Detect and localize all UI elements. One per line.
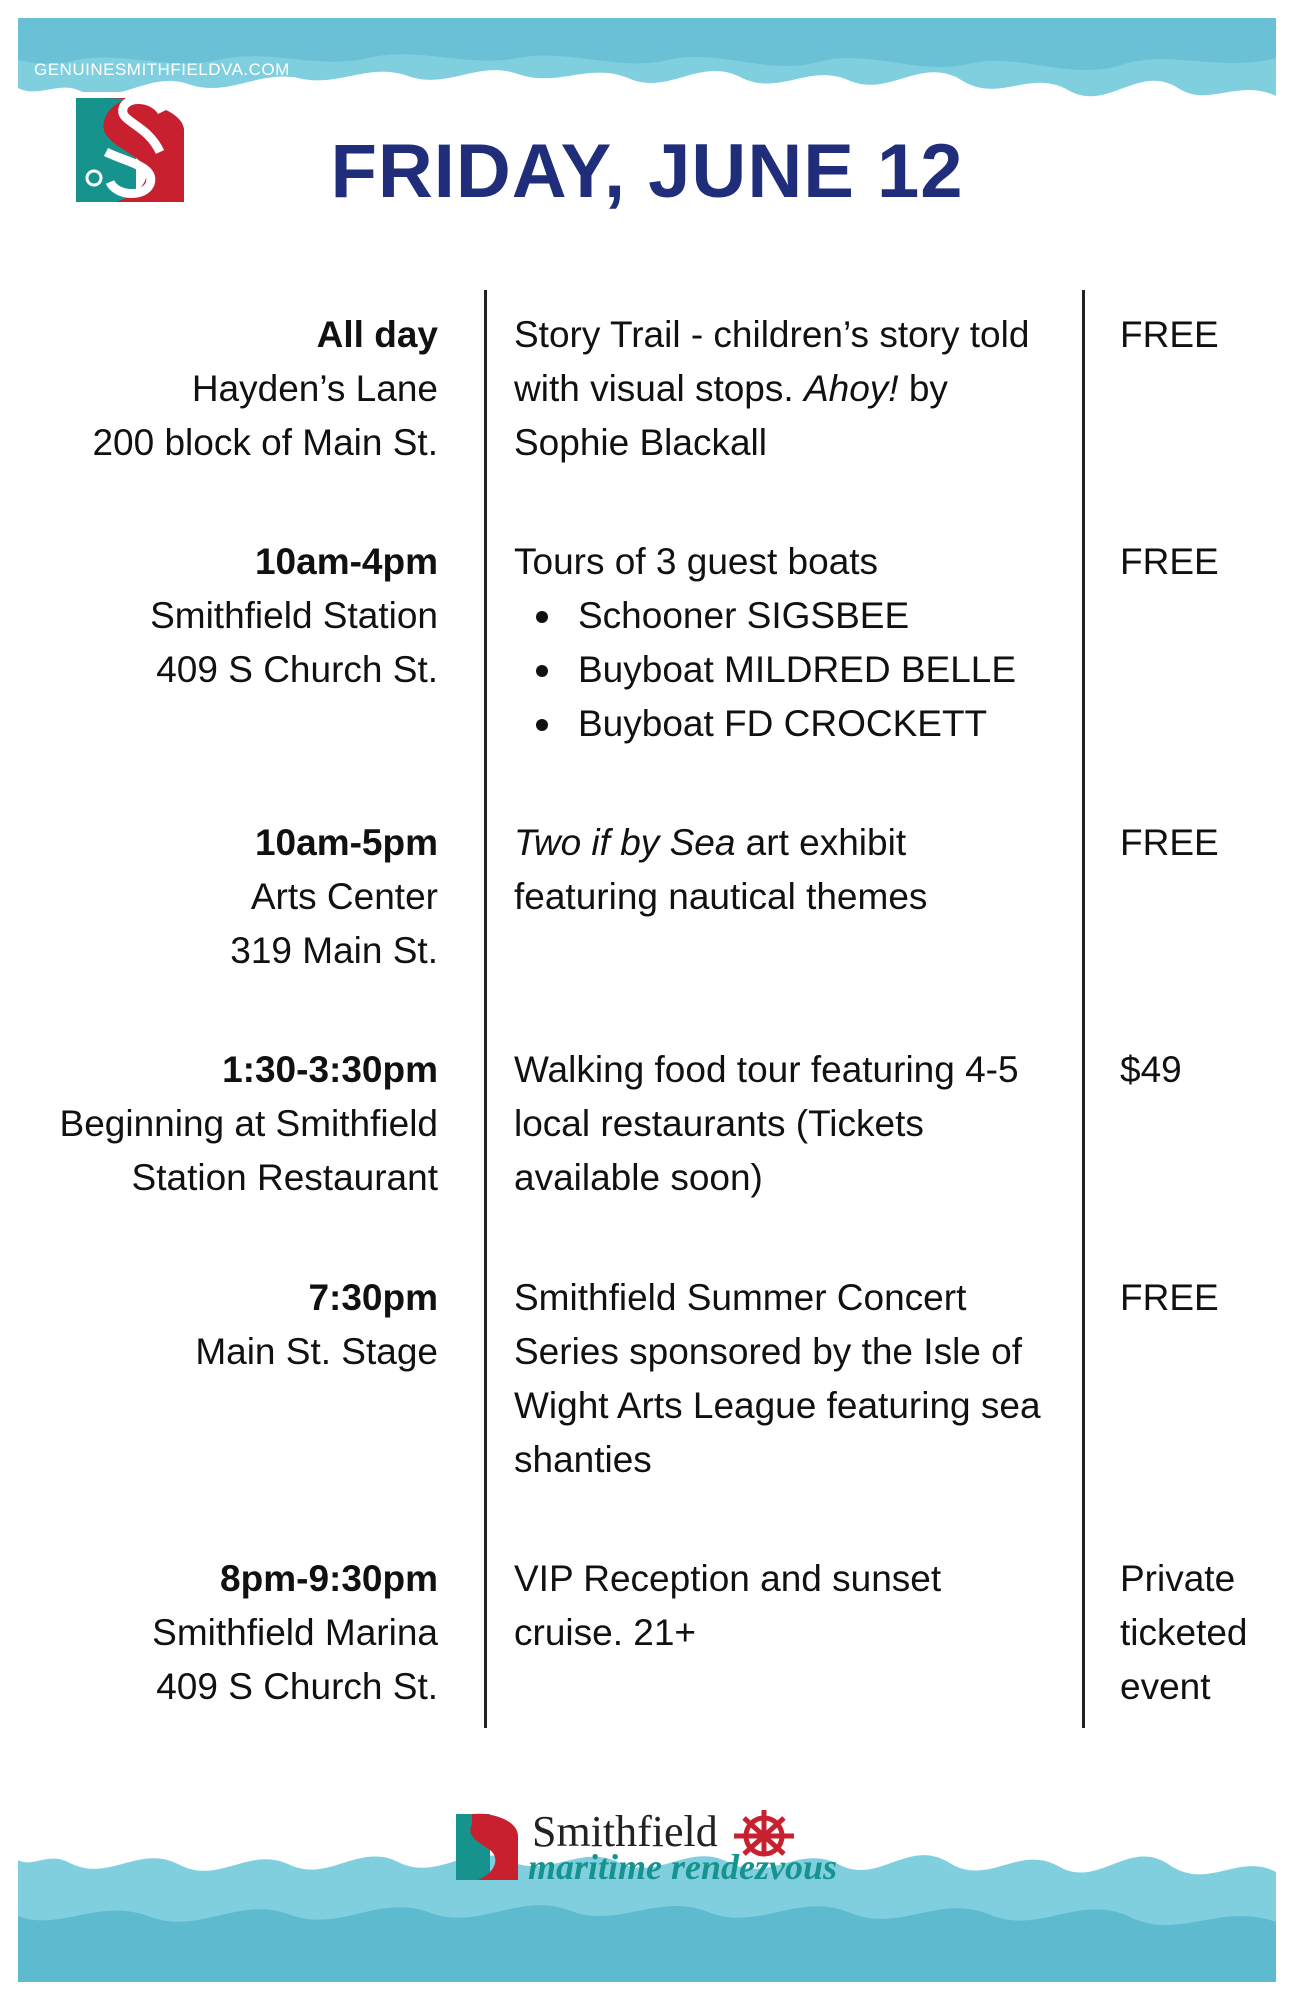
event-location: 200 block of Main St.: [92, 422, 438, 463]
event-location: Beginning at Smithfield: [59, 1103, 438, 1144]
event-description: Tours of 3 guest boats Schooner SIGSBEE Buyboat MILDRED BELLE Buyboat FD CROCKETT: [514, 535, 1054, 751]
event-when: [0, 1043, 438, 1205]
event-price: Private ticketed event: [1120, 1558, 1248, 1707]
event-location: 319 Main St.: [230, 930, 438, 971]
event-time: 8pm-9:30pm: [220, 1558, 438, 1599]
event-when: [0, 308, 438, 470]
event-location: 409 S Church St.: [156, 1666, 438, 1707]
event-when: [0, 1271, 438, 1379]
event-location: Smithfield Marina: [152, 1612, 438, 1653]
event-time: 1:30-3:30pm: [222, 1049, 438, 1090]
event-price: FREE: [1120, 1277, 1219, 1318]
event-location: Main St. Stage: [195, 1331, 438, 1372]
event-when: [0, 816, 438, 978]
site-url: GENUINESMITHFIELDVA.COM: [34, 60, 290, 79]
list-item: Buyboat FD CROCKETT: [578, 697, 1054, 751]
page-title: FRIDAY, JUNE 12: [330, 129, 964, 214]
event-description: VIP Reception and sunset cruise. 21+: [514, 1558, 942, 1653]
brand-name: Smithfield: [532, 1807, 718, 1856]
event-description: Two if by Sea art exhibit featuring nautical themes: [514, 822, 928, 917]
column-divider-left: [484, 290, 487, 1728]
list-item: Schooner SIGSBEE: [578, 589, 1054, 643]
event-location: 409 S Church St.: [156, 649, 438, 690]
boat-list: [514, 589, 1054, 751]
event-price: $49: [1120, 1049, 1182, 1090]
event-description: Smithfield Summer Concert Series sponsored by the Isle of Wight Arts League featuring sea shanties: [514, 1277, 1041, 1480]
event-location: Station Restaurant: [131, 1157, 438, 1198]
event-location: Smithfield Station: [150, 595, 438, 636]
event-location: Hayden’s Lane: [191, 368, 438, 409]
event-price: FREE: [1120, 314, 1219, 355]
event-time: 7:30pm: [308, 1277, 438, 1318]
brand-tagline: maritime rendezvous: [528, 1847, 838, 1887]
event-when: [0, 1552, 438, 1714]
event-price: FREE: [1120, 822, 1219, 863]
event-time: 10am-5pm: [254, 822, 438, 863]
column-divider-right: [1082, 290, 1085, 1728]
list-item: Buyboat MILDRED BELLE: [578, 643, 1054, 697]
event-when: [0, 535, 438, 697]
event-price: FREE: [1120, 541, 1219, 582]
event-location: Arts Center: [250, 876, 438, 917]
event-description: Story Trail - children’s story told with visual stops. Ahoy! by Sophie Blackall: [514, 314, 1030, 463]
event-time: All day: [316, 314, 438, 355]
event-time: 10am-4pm: [254, 541, 438, 582]
event-description: Walking food tour featuring 4-5 local restaurants (Tickets available soon): [514, 1049, 1019, 1198]
